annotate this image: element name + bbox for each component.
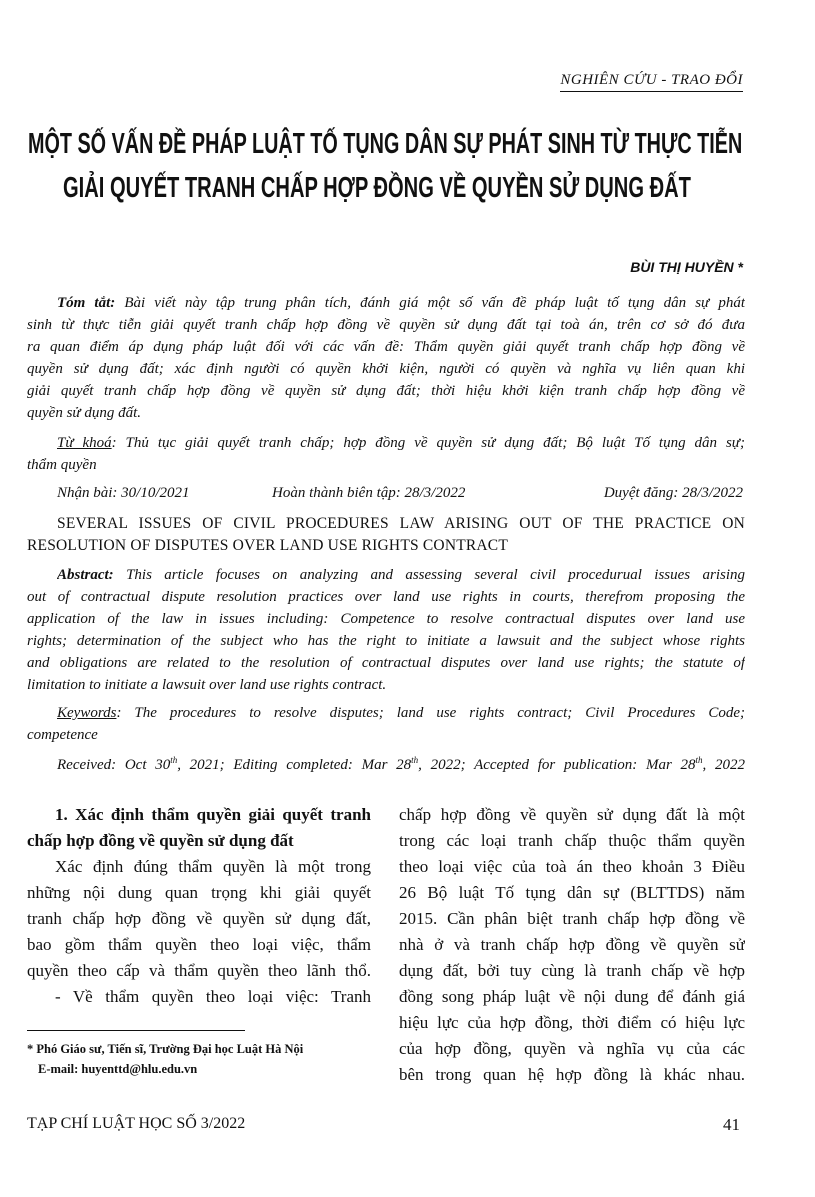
paragraph-line: dụng đất, bởi tuy cùng là tranh chấp về hợp <box>399 961 745 980</box>
paragraph-line: nhà ở và tranh chấp hợp đồng về quyền sử <box>399 935 745 954</box>
paragraph-line: 2015. Cần phân biệt tranh chấp hợp đồng về <box>399 909 745 928</box>
text-line <box>57 292 745 314</box>
paragraph-line: của hợp đồng, quyền và nghĩa vụ của các <box>399 1039 745 1058</box>
footnote-email: E-mail: huyenttd@hlu.edu.vn <box>38 1062 198 1076</box>
accepted-date: Duyệt đăng: 28/3/2022 <box>603 485 743 501</box>
date-text: Received: Oct 30 <box>57 757 171 773</box>
text-line: sinh từ thực tiễn giải quyết tranh chấp hợp đồng về quyền sử dụng đất tại toà án, trên cơ sở đó đưa <box>27 317 745 333</box>
text-line: ra quan điểm áp dụng pháp luật đối với các vấn đề: Thẩm quyền giải quyết tranh chấp hợp đồng về <box>27 339 745 355</box>
paragraph-line: - Về thẩm quyền theo loại việc: Tranh <box>55 987 371 1006</box>
text-line: giải quyết tranh chấp hợp đồng về quyền sử dụng đất; thời hiệu khởi kiện tranh chấp hợp đồng về <box>27 383 745 399</box>
paragraph-line: quyền theo cấp và thẩm quyền theo lãnh thổ. <box>27 961 371 980</box>
text-line: limitation to initiate a lawsuit over land use rights contract. <box>27 677 387 693</box>
english-title-line: RESOLUTION OF DISPUTES OVER LAND USE RIGHTS CONTRACT <box>27 537 509 554</box>
text-line <box>57 702 745 724</box>
date-sup: th <box>411 755 419 765</box>
text-line: out of contractual dispute resolution practices over land use rights in courts, therefrom proposing the <box>27 589 745 605</box>
page-number: 41 <box>723 1115 740 1134</box>
footer-journal-issue: TẠP CHÍ LUẬT HỌC SỐ 3/2022 <box>27 1115 246 1132</box>
section-heading: chấp hợp đồng về quyền sử dụng đất <box>27 831 294 850</box>
text: : Thủ tục giải quyết tranh chấp; hợp đồng về quyền sử dụng đất; Bộ luật Tố tụng dân sự; <box>111 435 745 451</box>
paragraph-line: Xác định đúng thẩm quyền là một trong <box>55 857 371 876</box>
author-name: BÙI THỊ HUYỀN * <box>630 259 743 275</box>
received-date: Nhận bài: 30/10/2021 <box>57 485 190 501</box>
section-heading: 1. Xác định thẩm quyền giải quyết tranh <box>55 805 371 824</box>
text-line: thẩm quyền <box>27 457 97 473</box>
article-title <box>28 128 744 218</box>
paragraph-line: hiệu lực của hợp đồng, thời điểm có hiệu lực <box>399 1013 745 1032</box>
text-line: quyền sử dụng đất; xác định người có quyền khởi kiện, người có quyền và nghĩa vụ liên quan khi <box>27 361 745 377</box>
label: Keywords <box>57 705 117 721</box>
paragraph-line: những nội dung quan trọng khi giải quyết <box>27 883 371 902</box>
paragraph-line: đồng song pháp luật về nội dung để đánh giá <box>399 987 745 1006</box>
text-line: competence <box>27 727 98 743</box>
date-text: , 2022; Accepted for publication: Mar 28 <box>418 757 696 773</box>
text-line: and obligations are related to the resolution of contractual disputes over land use rights; the statute of <box>27 655 745 671</box>
section-header: NGHIÊN CỨU - TRAO ĐỔI <box>560 72 743 92</box>
editing-date: Hoàn thành biên tập: 28/3/2022 <box>272 485 466 501</box>
date-text: , 2022 <box>702 757 746 773</box>
text-line: quyền sử dụng đất. <box>27 405 142 421</box>
paragraph-line: 26 Bộ luật Tố tụng dân sự (BLTTDS) năm <box>399 883 745 902</box>
paragraph-line: trong các loại tranh chấp thuộc thẩm quyền <box>399 831 745 850</box>
paragraph-line: tranh chấp hợp đồng về quyền sử dụng đất, <box>27 909 371 928</box>
text: This article focuses on analyzing and assessing several civil procedurual issues arising <box>126 567 745 583</box>
text: Bài viết này tập trung phân tích, đánh giá một số vấn đề pháp luật tố tụng dân sự phát <box>124 295 745 311</box>
paragraph-line: bên trong quan hệ hợp đồng là khác nhau. <box>399 1065 745 1084</box>
paragraph-line: chấp hợp đồng về quyền sử dụng đất là một <box>399 805 745 824</box>
date-sup: th <box>170 755 178 765</box>
footnote-divider <box>27 1030 245 1031</box>
footnote-affiliation: * Phó Giáo sư, Tiến sĩ, Trường Đại học Luật Hà Nội <box>27 1042 304 1056</box>
text-line <box>57 564 745 586</box>
title-line: MỘT SỐ VẤN ĐỀ PHÁP LUẬT TỐ TỤNG DÂN SỰ PHÁT SINH TỪ THỰC TIỄN <box>28 128 743 160</box>
text: : The procedures to resolve disputes; land use rights contract; Civil Procedures Code; <box>116 705 745 721</box>
date-text: , 2021; Editing completed: Mar 28 <box>177 757 412 773</box>
paragraph-line: theo loại việc của toà án theo khoản 3 Điều <box>399 857 745 876</box>
text-line: rights; determination of the subject who has the right to initiate a lawsuit and the subject whose rights <box>27 633 745 649</box>
paragraph-line: bao gồm thẩm quyền theo loại việc, thẩm <box>27 935 371 954</box>
english-dates <box>57 749 745 776</box>
label: Tóm tắt: <box>57 295 116 311</box>
english-title-line: SEVERAL ISSUES OF CIVIL PROCEDURES LAW ARISING OUT OF THE PRACTICE ON <box>57 515 745 532</box>
date-sup: th <box>695 755 703 765</box>
title-line: GIẢI QUYẾT TRANH CHẤP HỢP ĐỒNG VỀ QUYỀN SỬ DỤNG ĐẤT <box>63 172 691 204</box>
text-line <box>57 432 745 454</box>
label: Từ khoá <box>57 435 112 451</box>
text-line: application of the law in issues including: Competence to resolve contractual disputes over land use <box>27 611 745 627</box>
label: Abstract: <box>57 567 114 583</box>
